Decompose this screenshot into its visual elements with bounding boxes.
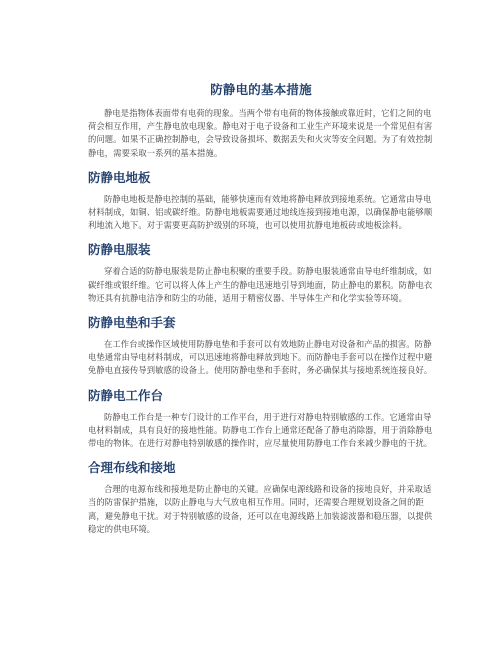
section-body-wiring-grounding: 合理的电源布线和接地是防止静电的关键。应确保电源线路和设备的接地良好，并采取适当的防雷保护措施，以防止静电与大气放电相互作用。同时，还需要合理规划设备之间的距离，避免静电干扰。对于特别敏感的设备，还可以在电源线路上加装滤波器和稳压器，以提供稳定的供电环境。 [88,484,433,534]
intro-paragraph: 静电是指物体表面带有电荷的现象。当两个带有电荷的物体接触或靠近时，它们之间的电荷会相互作用，产生静电放电现象。静电对于电子设备和工业生产环境来说是一个常见但有害的问题。如果不正确控制静电，会导致设备损坏、数据丢失和火灾等安全问题。为了有效控制静电，需要采取一系列的基本措施。 [88,108,433,158]
document-title: 防静电的基本措施 [210,82,312,97]
section-heading-antistatic-floor: 防静电地板 [88,169,151,185]
section-heading-wiring-grounding: 合理布线和接地 [88,460,176,476]
section-heading-antistatic-clothing: 防静电服装 [88,242,151,258]
section-body-mats-gloves: 在工作台或操作区域使用防静电垫和手套可以有效地防止静电对设备和产品的损害。防静电垫通常由导电材料制成，可以迅速地将静电释放到地下。而防静电手套可以在操作过程中避免静电直接传导到敏感的设备上。使用防静电垫和手套时，务必确保其与接地系统连接良好。 [88,339,433,376]
section-body-workbench: 防静电工作台是一种专门设计的工作平台，用于进行对静电特别敏感的工作。它通常由导电材料制成，具有良好的接地性能。防静电工作台上通常还配备了静电消除器，用于消除静电带电的物体。在进行对静电特别敏感的操作时，应尽量使用防静电工作台来减少静电的干扰。 [88,411,433,449]
section-body-antistatic-floor: 防静电地板是静电控制的基础，能够快速而有效地将静电释放到接地系统。它通常由导电材料制成，如铜、铝或碳纤维。防静电地板需要通过地线连接到接地电源，以确保静电能够顺利地流入地下。对于需要更高防护级别的环境，也可以使用抗静电地板砖或地板涂料。 [88,193,433,231]
section-body-antistatic-clothing: 穿着合适的防静电服装是防止静电积聚的重要手段。防静电服装通常由导电纤维制成，如碳纤维或银纤维。它可以将人体上产生的静电迅速地引导到地面，防止静电的累积。防静电衣物还具有抗静电洁净和防尘的功能，适用于精密仪器、半导体生产和化学实验等环境。 [88,266,433,303]
section-heading-workbench: 防静电工作台 [88,387,164,403]
section-heading-mats-gloves: 防静电垫和手套 [88,315,176,331]
